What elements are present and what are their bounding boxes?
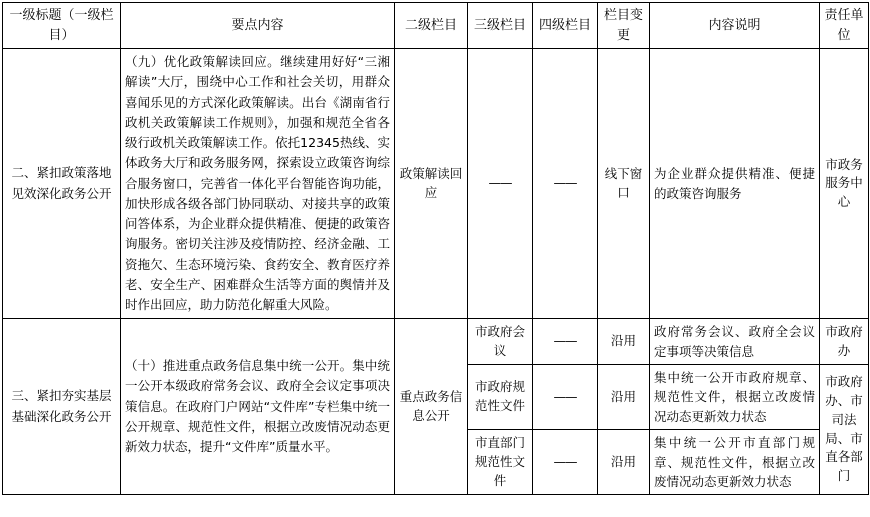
- row-level4-meeting: ——: [533, 319, 598, 365]
- policy-disclosure-table: [2, 2, 869, 495]
- row-level4-dept-docs: ——: [533, 430, 598, 495]
- row-level3-meeting: 市政府会议: [468, 319, 533, 365]
- row-unit-meeting: 市政府办: [820, 319, 869, 365]
- row-level3-section-2: ——: [468, 49, 533, 319]
- row-level2-section-3: 重点政务信息公开: [395, 319, 468, 495]
- row-change-dept-docs: 沿用: [598, 430, 650, 495]
- row-level3-city-gov-docs: 市政府规范性文件: [468, 365, 533, 430]
- row-level4-section-2: ——: [533, 49, 598, 319]
- column-header-unit: 责任单位: [820, 3, 869, 49]
- row-description-meeting: 政府常务会议、政府全会议定事项等决策信息: [650, 319, 820, 365]
- row-description-dept-docs: 集中统一公开市直部门规章、规范性文件，根据立改废情况动态更新效力状态: [650, 430, 820, 495]
- row-content-section-2: （九）优化政策解读回应。继续建用好好“三湘解读”大厅，围绕中心工作和社会关切，用群众喜闻乐见的方式深化政策解读。出台《湖南省行政机关政策解读工作规则》，加强和规范全省各级行政机关政策解读工作。依托12345热线、实体政务大厅和政务服务网，探索设立政策咨询综合服务窗口，完善省一体化平台智能咨询功能，加快形成各级各部门协同联动、对接共享的政策问答体系，为企业群众提供精准、便捷的政策咨询服务。密切关注涉及疫情防控、经济金融、工资拖欠、生态环境污染、食药安全、教育医疗养老、安全生产、困难群众生活等方面的舆情并及时作出回应，助力防范化解重大风险。: [121, 49, 395, 319]
- document-page: [0, 2, 870, 517]
- row-level3-dept-docs: 市直部门规范性文件: [468, 430, 533, 495]
- row-change-city-gov-docs: 沿用: [598, 365, 650, 430]
- row-unit-section-2: 市政务服务中心: [820, 49, 869, 319]
- row-change-section-2: 线下窗口: [598, 49, 650, 319]
- column-header-description: 内容说明: [650, 3, 820, 49]
- table-header-row: [3, 3, 869, 49]
- row-description-city-gov-docs: 集中统一公开市政府规章、规范性文件，根据立改废情况动态更新效力状态: [650, 365, 820, 430]
- row-title-section-2: 二、紧扣政策落地见效深化政务公开: [3, 49, 121, 319]
- column-header-level2: 二级栏目: [395, 3, 468, 49]
- table-row: [3, 319, 869, 365]
- column-header-change: 栏目变更: [598, 3, 650, 49]
- row-title-section-3: 三、紧扣夯实基层基础深化政务公开: [3, 319, 121, 495]
- row-change-meeting: 沿用: [598, 319, 650, 365]
- table-header: [3, 3, 869, 49]
- column-header-content: 要点内容: [121, 3, 395, 49]
- column-header-title: 一级标题（一级栏目）: [3, 3, 121, 49]
- row-level4-city-gov-docs: ——: [533, 365, 598, 430]
- table-row: [3, 49, 869, 319]
- row-unit-city-gov-docs: 市政府办、市司法局、市直各部门: [820, 365, 869, 495]
- row-level2-section-2: 政策解读回应: [395, 49, 468, 319]
- column-header-level4: 四级栏目: [533, 3, 598, 49]
- table-body: [3, 49, 869, 495]
- row-description-section-2: 为企业群众提供精准、便捷的政策咨询服务: [650, 49, 820, 319]
- column-header-level3: 三级栏目: [468, 3, 533, 49]
- row-content-section-3: （十）推进重点政务信息集中统一公开。集中统一公开本级政府常务会议、政府全会议定事项决策信息。在政府门户网站“文件库”专栏集中统一公开规章、规范性文件，根据立改废情况动态更新效力状态，提升“文件库”质量水平。: [121, 319, 395, 495]
